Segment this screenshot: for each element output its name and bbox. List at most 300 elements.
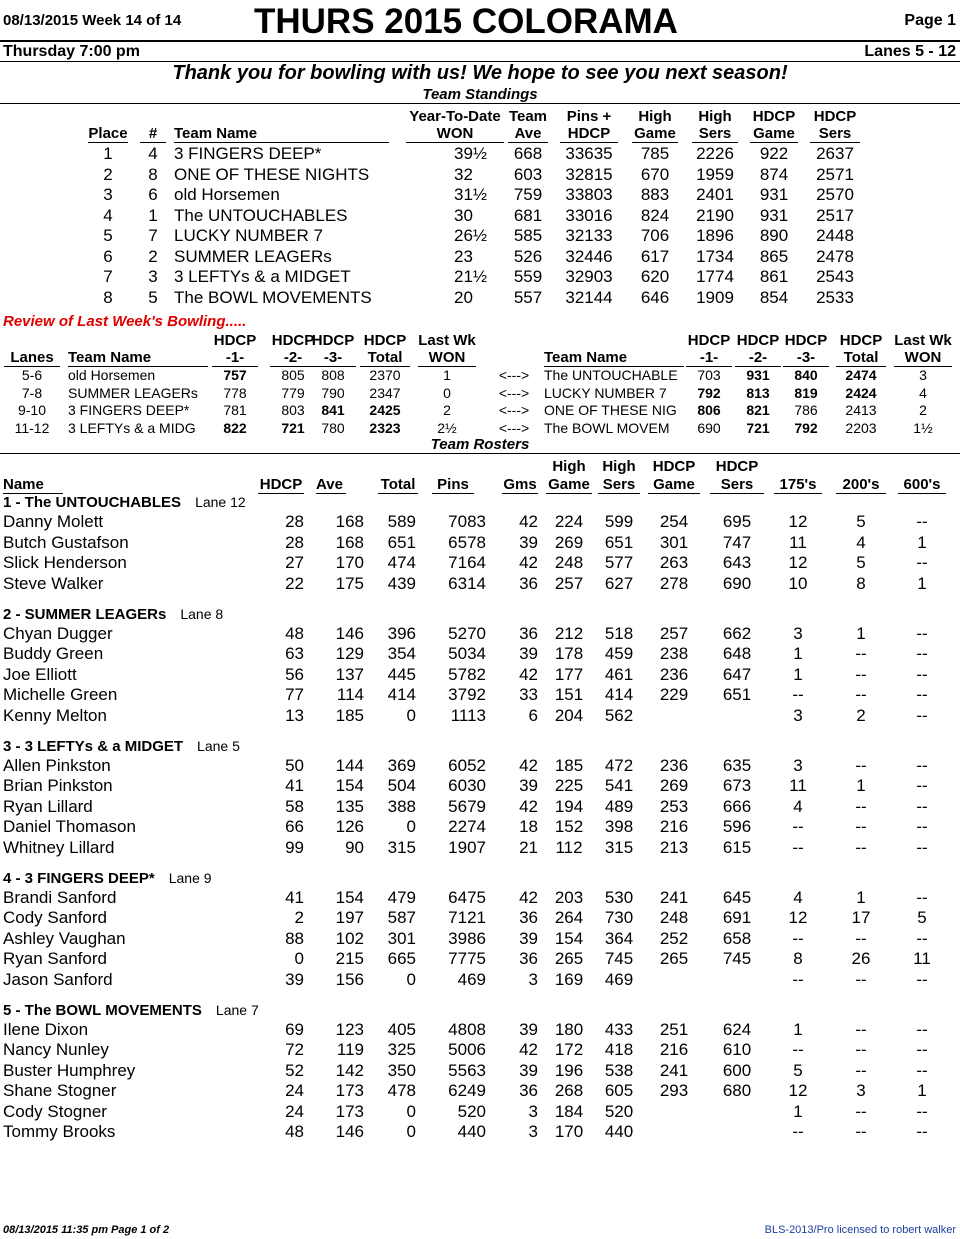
review-arrow: <--->: [498, 419, 530, 436]
roster-hds: 691: [722, 908, 752, 927]
review-header-g1b: -1-: [686, 349, 732, 367]
review-header-wonb-top: Last Wk: [894, 332, 952, 349]
roster-hds: 666: [722, 796, 752, 816]
roster-hs: 518: [604, 623, 634, 643]
roster-pins: 5679: [448, 796, 486, 816]
roster-c175: 10: [788, 573, 808, 593]
roster-hg: 180: [554, 1019, 584, 1039]
standings-header-pins: HDCP: [560, 125, 618, 143]
roster-hs: 472: [604, 755, 634, 775]
review-won: 1: [443, 367, 451, 383]
review-header-tot-top: HDCP: [363, 332, 407, 349]
roster-pins: 469: [457, 969, 486, 989]
roster-hs: 605: [604, 1081, 634, 1100]
roster-name: Cody Sanford: [3, 908, 107, 927]
roster-c200: 26: [851, 949, 871, 968]
roster-c175: --: [792, 685, 804, 704]
roster-hds: 643: [722, 553, 752, 572]
roster-hdg: 253: [659, 796, 689, 816]
standings-won: 31½: [454, 185, 488, 204]
roster-hds: 635: [722, 755, 752, 775]
roster-hs: 562: [604, 705, 634, 725]
roster-name: Chyan Dugger: [3, 623, 113, 643]
roster-pins: 5034: [448, 644, 486, 663]
standings-won: 20: [454, 287, 473, 307]
roster-c600: --: [916, 755, 928, 775]
standings-hds: 2571: [816, 164, 854, 184]
roster-gms: 42: [519, 887, 538, 907]
roster-name: Shane Stogner: [3, 1081, 117, 1100]
review-wonb: 1½: [913, 419, 933, 436]
thank-you-message: Thank you for bowling with us! We hope to see you next season!: [172, 62, 788, 84]
review-g1: 822: [223, 419, 247, 436]
review-totb: 2474: [845, 367, 877, 383]
roster-hdg: 263: [659, 553, 689, 572]
standings-won: 23: [454, 246, 473, 266]
review-g2b: 721: [746, 419, 770, 436]
roster-hds: 680: [722, 1081, 752, 1100]
roster-hg: 196: [554, 1060, 584, 1080]
roster-c175: 1: [793, 644, 803, 663]
roster-team-title: 5 - The BOWL MOVEMENTS: [3, 1001, 202, 1019]
roster-name: Joe Elliott: [3, 664, 77, 684]
roster-name: Ilene Dixon: [3, 1019, 89, 1039]
roster-team-title: 1 - The UNTOUCHABLES: [3, 494, 182, 511]
roster-pins: 520: [457, 1101, 486, 1121]
review-header-g2-top: HDCP: [271, 332, 315, 349]
roster-hg: 170: [554, 1122, 584, 1141]
standings-header-hg: Game: [632, 125, 678, 143]
roster-hs: 461: [604, 664, 634, 684]
standings-num: 8: [148, 164, 158, 184]
roster-hdcp: 27: [285, 553, 304, 572]
roster-team-heading: [3, 605, 223, 624]
roster-name: Butch Gustafson: [3, 532, 129, 552]
standings-hg: 620: [640, 267, 670, 286]
rosters-title: Team Rosters: [430, 436, 530, 453]
roster-name: Michelle Green: [3, 685, 118, 704]
roster-hds: 662: [722, 623, 752, 643]
standings-hg: 706: [640, 226, 670, 245]
roster-gms: 42: [519, 512, 538, 531]
standings-num: 1: [148, 205, 158, 225]
roster-gms: 6: [528, 705, 538, 725]
roster-c200: --: [855, 1040, 867, 1059]
roster-total: 0: [406, 1122, 416, 1141]
roster-team-title: 2 - SUMMER LEAGERs: [3, 605, 167, 623]
lanes-range: Lanes 5 - 12: [864, 43, 956, 60]
review-totb: 2424: [845, 384, 877, 401]
roster-hdcp: 63: [285, 644, 304, 663]
standings-hs: 1734: [696, 246, 734, 266]
standings-ave: 681: [513, 205, 543, 225]
review-totb: 2203: [845, 419, 877, 436]
standings-hs: 2190: [696, 205, 734, 225]
roster-hs: 489: [604, 796, 634, 816]
roster-hdg: 248: [659, 908, 689, 927]
roster-hs: 541: [604, 776, 634, 795]
standings-place: 5: [103, 226, 113, 245]
roster-c175: 4: [793, 887, 803, 907]
roster-header-c175: 175's: [774, 476, 822, 494]
roster-hds: 645: [722, 887, 752, 907]
roster-hdcp: 24: [285, 1081, 304, 1100]
standings-ave: 526: [513, 246, 543, 266]
roster-c175: 12: [788, 553, 808, 572]
roster-hdcp: 39: [285, 969, 304, 989]
standings-team: ONE OF THESE NIGHTS: [174, 164, 370, 184]
review-g3: 790: [321, 384, 345, 401]
roster-c600: 1: [917, 532, 927, 552]
roster-pins: 2274: [448, 817, 486, 836]
header-rule: [0, 40, 960, 42]
roster-ave: 197: [335, 908, 364, 927]
standings-hs: 2401: [696, 185, 734, 204]
roster-hg: 212: [554, 623, 584, 643]
standings-num: 6: [148, 185, 158, 204]
review-won: 2: [443, 402, 451, 418]
roster-total: 396: [387, 623, 416, 643]
roster-c175: 12: [788, 512, 808, 531]
roster-c600: --: [916, 837, 928, 857]
roster-hdcp: 58: [285, 796, 304, 816]
roster-ave: 146: [335, 1122, 364, 1141]
roster-hdcp: 28: [285, 512, 304, 531]
roster-gms: 42: [519, 796, 538, 816]
standings-place: 1: [103, 144, 113, 163]
roster-gms: 21: [519, 837, 538, 857]
roster-hs: 414: [604, 685, 634, 704]
roster-ave: 173: [335, 1081, 364, 1100]
roster-name: Kenny Melton: [3, 705, 107, 725]
roster-hdcp: 56: [285, 664, 304, 684]
roster-total: 0: [406, 817, 416, 836]
standings-hdg: 865: [759, 246, 789, 266]
standings-hg: 824: [640, 205, 670, 225]
day-time: Thursday 7:00 pm: [3, 43, 140, 60]
review-team: SUMMER LEAGERs: [68, 384, 198, 401]
review-g3b: 840: [794, 367, 818, 383]
review-header-g2: -2-: [270, 349, 316, 367]
roster-c200: --: [855, 837, 867, 857]
standings-hds: 2517: [816, 205, 854, 225]
roster-total: 478: [387, 1081, 416, 1100]
review-arrow: <--->: [498, 402, 530, 418]
roster-header-ave: Ave: [316, 476, 346, 494]
roster-header-c200: 200's: [836, 476, 886, 494]
review-team2: The BOWL MOVEM: [544, 419, 670, 436]
roster-hg: 154: [554, 928, 584, 948]
roster-ave: 137: [335, 664, 364, 684]
roster-ave: 185: [335, 705, 364, 725]
roster-pins: 5270: [448, 623, 486, 643]
roster-name: Whitney Lillard: [3, 837, 115, 857]
roster-total: 439: [387, 573, 416, 593]
roster-hds: 658: [722, 928, 752, 948]
standings-pins: 33016: [565, 205, 613, 225]
standings-ave: 559: [513, 267, 543, 286]
roster-c200: 4: [856, 532, 866, 552]
roster-c200: 1: [856, 887, 866, 907]
roster-header-hds-top: HDCP: [715, 458, 759, 475]
roster-c175: 3: [793, 623, 803, 643]
roster-c200: --: [855, 969, 867, 989]
roster-header-hs-top: High: [602, 458, 636, 475]
standings-place: 2: [103, 164, 113, 184]
roster-gms: 36: [519, 908, 538, 927]
roster-c175: --: [792, 969, 804, 989]
roster-header-c600: 600's: [898, 476, 946, 494]
review-g2: 721: [281, 419, 305, 436]
standings-header-hdg: Game: [750, 125, 798, 143]
standings-hg: 883: [640, 185, 670, 204]
standings-place: 6: [103, 246, 113, 266]
roster-gms: 39: [519, 644, 538, 663]
roster-hs: 599: [604, 512, 634, 531]
roster-hs: 398: [604, 817, 634, 836]
roster-ave: 144: [335, 755, 364, 775]
roster-c175: --: [792, 837, 804, 857]
roster-c600: --: [916, 1060, 928, 1080]
roster-team-title: 4 - 3 FINGERS DEEP*: [3, 869, 155, 887]
review-g2b: 813: [746, 384, 770, 401]
roster-c200: --: [855, 1122, 867, 1141]
standings-place: 3: [103, 185, 113, 204]
review-team2: ONE OF THESE NIG: [544, 402, 677, 418]
roster-hdcp: 41: [285, 776, 304, 795]
roster-hs: 469: [604, 969, 634, 989]
review-g3: 841: [321, 402, 345, 418]
roster-gms: 39: [519, 776, 538, 795]
roster-total: 388: [387, 796, 416, 816]
review-g3b: 792: [794, 419, 818, 436]
roster-hdcp: 48: [285, 623, 304, 643]
roster-total: 665: [387, 949, 416, 968]
roster-hs: 459: [604, 644, 634, 663]
roster-pins: 3792: [448, 685, 486, 704]
roster-gms: 36: [519, 623, 538, 643]
roster-hdg: 252: [659, 928, 689, 948]
roster-name: Brian Pinkston: [3, 776, 113, 795]
review-team: 3 FINGERS DEEP*: [68, 402, 190, 418]
review-header-lanes: Lanes: [4, 349, 60, 367]
roster-name: Cody Stogner: [3, 1101, 107, 1121]
standings-hdg: 890: [759, 226, 789, 245]
review-totb: 2413: [845, 402, 877, 418]
roster-hdg: 293: [659, 1081, 689, 1100]
roster-c175: 12: [788, 908, 808, 927]
roster-hg: 151: [554, 685, 584, 704]
roster-hs: 730: [604, 908, 634, 927]
roster-name: Jason Sanford: [3, 969, 113, 989]
review-tot: 2370: [369, 367, 401, 383]
roster-c200: --: [855, 796, 867, 816]
standings-hdg: 874: [759, 164, 789, 184]
standings-header-won-top: Year-To-Date: [409, 108, 501, 125]
roster-total: 414: [387, 685, 416, 704]
review-won: 0: [443, 384, 451, 401]
roster-c200: 8: [856, 573, 866, 593]
roster-name: Danny Molett: [3, 512, 104, 531]
standings-ave: 759: [513, 185, 543, 204]
roster-hs: 577: [604, 553, 634, 572]
standings-hds: 2448: [816, 226, 854, 245]
roster-c175: 5: [793, 1060, 803, 1080]
review-won: 2½: [437, 419, 457, 436]
roster-c600: --: [916, 512, 928, 531]
roster-hds: 690: [722, 573, 752, 593]
roster-hds: 745: [722, 949, 752, 968]
standings-pins: 33635: [565, 144, 613, 163]
roster-c200: 3: [856, 1081, 866, 1100]
standings-ave: 668: [513, 144, 543, 163]
roster-header-pins: Pins: [432, 476, 474, 494]
roster-hg: 184: [554, 1101, 584, 1121]
roster-ave: 168: [335, 532, 364, 552]
review-wonb: 4: [919, 384, 927, 401]
roster-c200: 5: [856, 553, 866, 572]
roster-c200: --: [855, 1060, 867, 1080]
review-arrow: <--->: [498, 384, 530, 401]
roster-c600: 1: [917, 1081, 927, 1100]
roster-hg: 172: [554, 1040, 584, 1059]
review-header-team2: Team Name: [544, 349, 684, 367]
standings-header-team: Team Name: [174, 125, 389, 143]
roster-header-hdcp: HDCP: [259, 476, 303, 493]
standings-header-hs-top: High: [698, 108, 732, 125]
roster-c175: 1: [793, 1019, 803, 1039]
review-header-g2b-top: HDCP: [736, 332, 780, 349]
roster-gms: 3: [528, 969, 538, 989]
review-wonb: 2: [919, 402, 927, 418]
review-header-g3b: -3-: [783, 349, 829, 367]
roster-hds: 596: [722, 817, 752, 836]
standings-num: 2: [148, 246, 158, 266]
roster-total: 325: [387, 1040, 416, 1059]
roster-hdg: 301: [659, 532, 689, 552]
roster-hds: 647: [722, 664, 752, 684]
roster-pins: 6249: [448, 1081, 486, 1100]
roster-c600: --: [916, 887, 928, 907]
roster-pins: 7775: [448, 949, 486, 968]
standings-team: The UNTOUCHABLES: [174, 205, 348, 225]
roster-gms: 36: [519, 1081, 538, 1100]
roster-hds: 651: [722, 685, 752, 704]
roster-hs: 745: [604, 949, 634, 968]
roster-pins: 5563: [448, 1060, 486, 1080]
roster-ave: 114: [336, 685, 364, 704]
standings-hds: 2637: [816, 144, 854, 163]
roster-hs: 538: [604, 1060, 634, 1080]
review-header-g1-top: HDCP: [213, 332, 257, 349]
roster-c175: 11: [789, 532, 807, 552]
review-header-g1: -1-: [212, 349, 258, 367]
review-arrow: <--->: [498, 367, 530, 383]
roster-total: 587: [387, 908, 416, 927]
roster-ave: 123: [335, 1019, 364, 1039]
roster-ave: 215: [335, 949, 364, 968]
roster-total: 301: [387, 928, 416, 948]
roster-hdg: 265: [659, 949, 689, 968]
review-header-wonb: WON: [894, 349, 952, 367]
standings-pins: 33803: [565, 185, 613, 204]
roster-hdg: 241: [659, 887, 689, 907]
review-g2: 779: [281, 384, 305, 401]
review-lanes: 5-6: [21, 367, 43, 383]
standings-won: 39½: [454, 144, 488, 163]
roster-c600: --: [916, 1122, 928, 1141]
review-g1b: 806: [697, 402, 721, 418]
roster-hg: 194: [554, 796, 584, 816]
roster-hs: 315: [604, 837, 634, 857]
review-g3: 780: [321, 419, 345, 436]
roster-hdcp: 66: [285, 817, 304, 836]
roster-ave: 154: [335, 776, 364, 795]
standings-num: 7: [148, 226, 158, 245]
standings-num: 3: [148, 267, 158, 286]
roster-c175: 3: [793, 705, 803, 725]
review-header-won-top: Last Wk: [418, 332, 476, 349]
standings-hs: 1896: [696, 226, 734, 245]
roster-gms: 36: [519, 949, 538, 968]
review-tot: 2347: [369, 384, 401, 401]
roster-team-lane: Lane 5: [197, 737, 240, 754]
roster-pins: 7164: [448, 553, 486, 572]
review-g1: 781: [223, 402, 247, 418]
standings-header-won: WON: [406, 125, 504, 143]
roster-name: Nancy Nunley: [3, 1040, 109, 1059]
roster-hg: 178: [554, 644, 584, 663]
roster-hg: 264: [554, 908, 584, 927]
roster-pins: 6314: [448, 573, 486, 593]
roster-pins: 7121: [448, 908, 486, 927]
roster-hg: 177: [554, 664, 584, 684]
standings-won: 32: [454, 164, 473, 184]
review-g1b: 703: [697, 367, 721, 383]
standings-place: 7: [103, 267, 113, 286]
roster-total: 350: [387, 1060, 416, 1080]
roster-pins: 1113: [450, 705, 486, 725]
roster-hdg: 251: [659, 1019, 689, 1039]
roster-hdg: 213: [659, 837, 689, 857]
roster-c600: --: [916, 796, 928, 816]
standings-header-hg-top: High: [638, 108, 672, 125]
standings-hdg: 854: [759, 287, 789, 307]
roster-c600: --: [916, 553, 928, 572]
roster-gms: 36: [519, 573, 538, 593]
roster-c600: 5: [917, 908, 927, 927]
roster-hdcp: 22: [285, 573, 304, 593]
standings-place: 8: [103, 287, 113, 307]
roster-hdcp: 99: [285, 837, 304, 857]
standings-header-place: Place: [88, 125, 128, 142]
roster-hdcp: 50: [285, 755, 304, 775]
standings-header-hds-top: HDCP: [813, 108, 857, 125]
standings-header-pins-top: Pins +: [566, 108, 612, 125]
standings-title: Team Standings: [422, 86, 538, 103]
roster-hdg: 278: [659, 573, 689, 593]
roster-name: Tommy Brooks: [3, 1122, 116, 1141]
roster-name: Allen Pinkston: [3, 755, 111, 775]
standings-num: 4: [148, 144, 158, 163]
roster-hds: 648: [722, 644, 752, 663]
roster-c175: 11: [789, 776, 807, 795]
roster-hds: 615: [722, 837, 752, 857]
roster-header-name: Name: [3, 476, 63, 494]
standings-num: 5: [148, 287, 158, 307]
roster-name: Buster Humphrey: [3, 1060, 136, 1080]
roster-ave: 156: [335, 969, 364, 989]
